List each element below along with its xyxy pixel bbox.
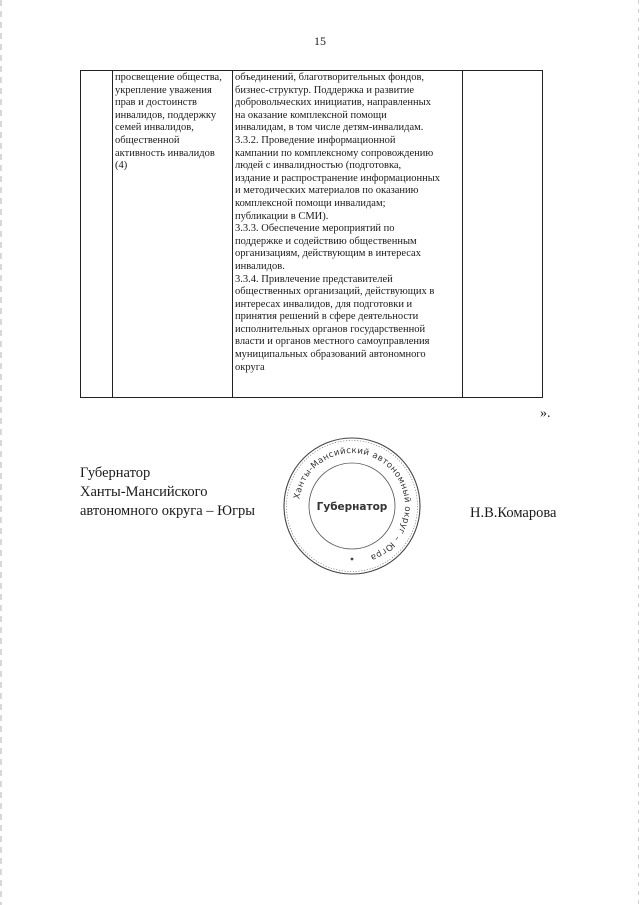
cell-line: округа	[235, 361, 265, 373]
cell-line: 3.3.2. Проведение информационной	[235, 134, 396, 146]
scan-edge-right	[638, 0, 639, 905]
cell-line: исполнительных органов государственной	[235, 323, 426, 335]
signature-position-line: Ханты-Мансийского	[80, 484, 208, 500]
cell-line: прав и достоинств	[115, 97, 198, 109]
official-seal	[281, 435, 423, 577]
cell-line: издание и распространение информационных	[235, 172, 441, 184]
cell-line: укрепление уважения	[115, 84, 212, 96]
cell-line: инвалидам, в том числе детям-инвалидам.	[235, 122, 424, 134]
cell-line: людей с инвалидностью (подготовка,	[235, 160, 402, 172]
table-cell-number	[81, 71, 113, 398]
signer-name: Н.В.Комарова	[470, 505, 557, 521]
seal-ring-text: Ханты-Мансийский автономный округ – Югра	[292, 445, 413, 563]
measures-table	[80, 70, 543, 398]
cell-line: поддержке и содействию общественным	[235, 235, 417, 247]
cell-line: семей инвалидов,	[115, 122, 194, 134]
cell-line: инвалидов, поддержку	[115, 109, 217, 121]
cell-line: муниципальных образований автономного	[235, 349, 426, 361]
table-cell-measures	[233, 71, 463, 398]
cell-line: бизнес-структур. Поддержка и развитие	[235, 84, 415, 96]
cell-line: (4)	[115, 160, 128, 172]
cell-line: активность инвалидов	[115, 147, 215, 159]
cell-line: комплексной помощи инвалидам;	[235, 197, 386, 209]
cell-line: 3.3.3. Обеспечение мероприятий по	[235, 223, 395, 235]
cell-line: на оказание комплексной помощи	[235, 109, 387, 121]
cell-line: принятия решений в сфере деятельности	[235, 311, 419, 323]
cell-line: и методических материалов по оказанию	[235, 185, 419, 197]
table-cell-goal	[113, 71, 233, 398]
cell-line: организациям, действующим в интересах	[235, 248, 421, 260]
signature-position-line: автономного округа – Югры	[80, 503, 256, 519]
seal-center-text: Губернатор	[316, 501, 388, 513]
scan-edge-left	[0, 0, 2, 905]
closing-quote: ».	[540, 406, 551, 421]
cell-line: общественных организаций, действующих в	[235, 286, 435, 298]
seal-star-icon	[351, 558, 354, 561]
cell-line: кампании по комплексному сопровождению	[235, 147, 434, 159]
cell-line: власти и органов местного самоуправления	[235, 336, 430, 348]
cell-line: объединений, благотворительных фондов,	[235, 72, 425, 83]
cell-line: просвещение общества,	[115, 72, 222, 83]
table-row	[81, 71, 543, 398]
cell-line: общественной	[115, 134, 180, 146]
cell-line: интересах инвалидов, для подготовки и	[235, 298, 413, 310]
page-number: 15	[314, 34, 326, 48]
cell-line: инвалидов.	[235, 260, 285, 272]
cell-line: публикации в СМИ).	[235, 210, 329, 222]
signature-position-line: Губернатор	[80, 465, 151, 481]
table-cell-empty	[463, 71, 543, 398]
cell-line: добровольческих инициатив, направленных	[235, 97, 431, 109]
cell-line: 3.3.4. Привлечение представителей	[235, 273, 393, 285]
signature-position	[80, 464, 255, 521]
